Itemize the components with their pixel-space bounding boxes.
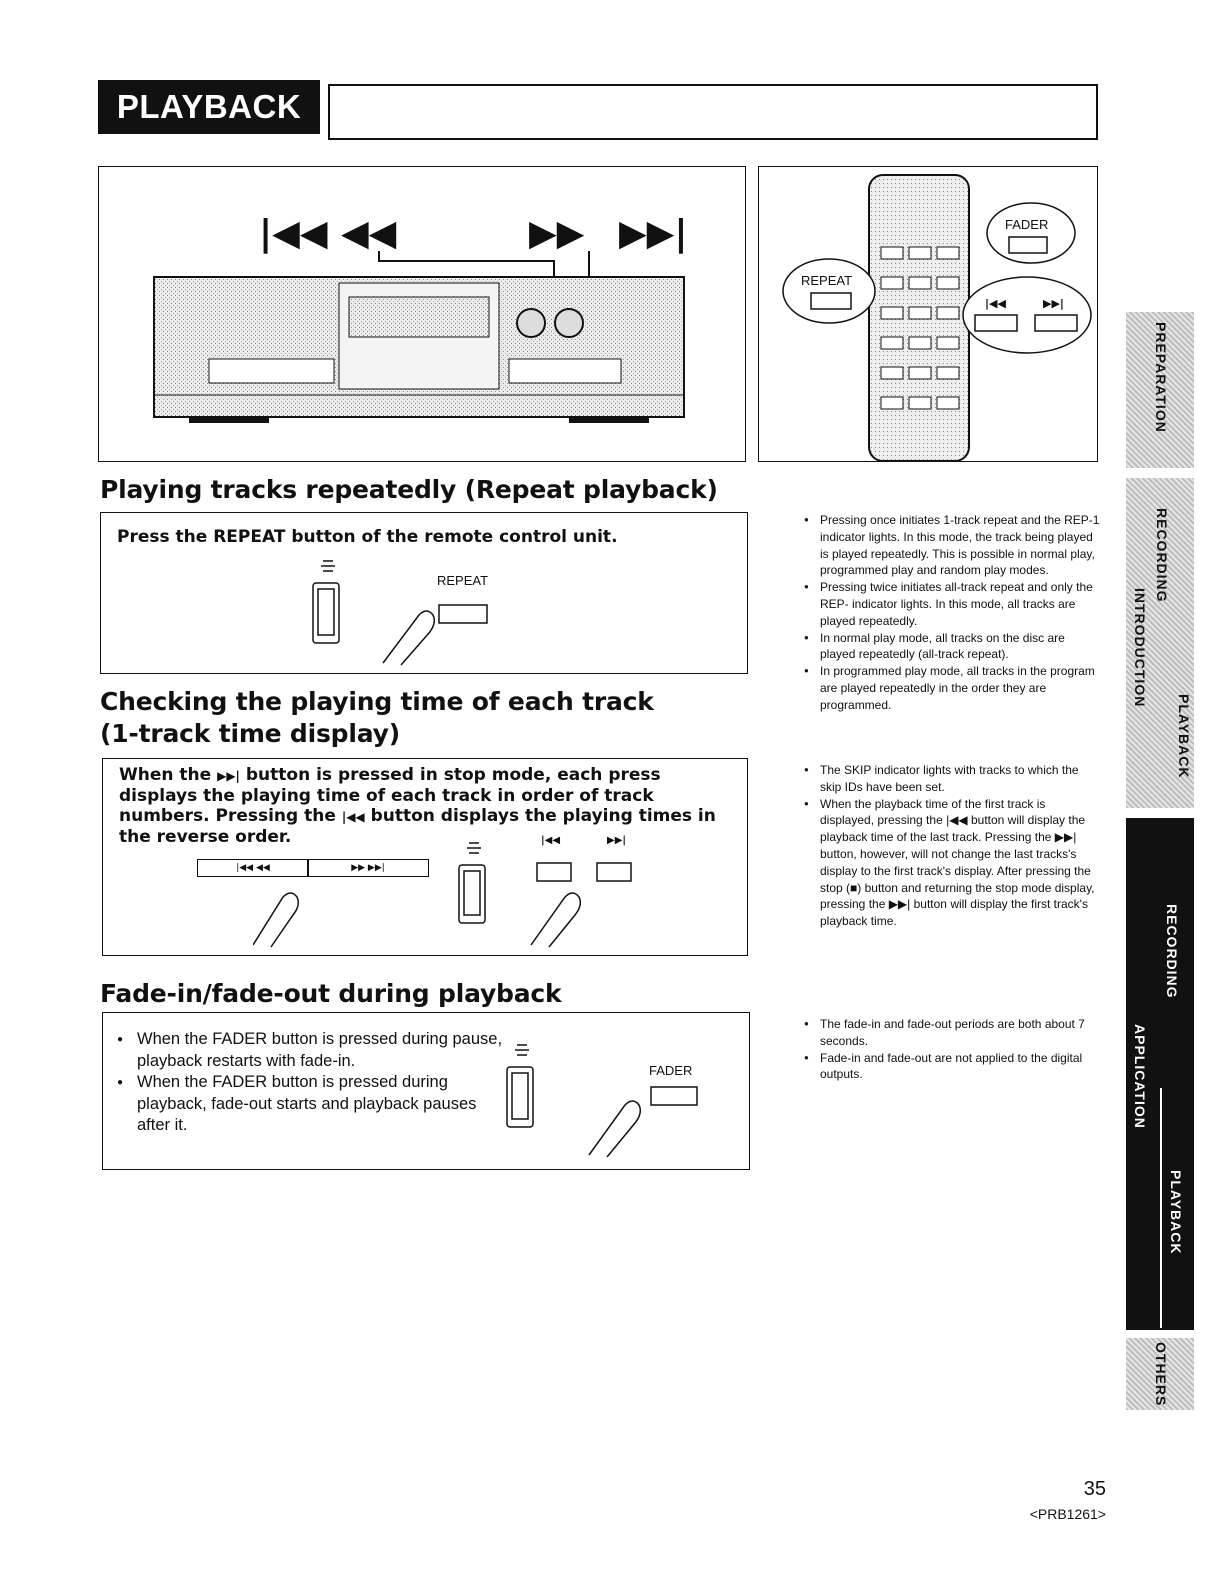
repeat-notes: [804, 512, 1102, 714]
document-code: <PRB1261>: [1029, 1506, 1106, 1522]
tab-introduction-label: INTRODUCTION: [1132, 588, 1148, 708]
forward-symbol: ▶▶: [529, 213, 585, 254]
fade-section-title: Fade-in/fade-out during playback: [100, 979, 562, 1008]
time-notes: [804, 762, 1102, 930]
time-instr-part3: button displays the playing times in the reverse order.: [119, 806, 716, 847]
fade-notes: [804, 1016, 1102, 1083]
fade-item: ● When the FADER button is pressed during pause, playback restarts with fade-in.: [115, 1029, 505, 1072]
time-title-line1: Checking the playing time of each track: [100, 687, 654, 716]
remote-figure: [758, 166, 1098, 462]
tab-application-label: APPLICATION: [1132, 1024, 1148, 1129]
time-note: ● When the playback time of the first track is displayed, pressing the |◀◀ button will display the playback time of the last track. Pressing the ▶▶| button, however, will not change the last tracks's display to the first track's display. After pressing the stop (■) button and returning the stop mode display, pressing the ▶▶| button will display the first track's playback time.: [804, 796, 1102, 930]
time-illustration: [253, 835, 673, 951]
tab-intro-playback-label: PLAYBACK: [1176, 694, 1192, 779]
tab-introduction-group[interactable]: [1126, 478, 1194, 808]
time-title-line2: (1-track time display): [100, 719, 400, 748]
tab-others-label: OTHERS: [1153, 1342, 1169, 1407]
tab-preparation-label: PREPARATION: [1153, 322, 1169, 433]
deck-figure: [98, 166, 746, 462]
header-rule-box: [328, 84, 1098, 140]
unit-fwd-button: ▶▶ ▶▶|: [307, 859, 429, 877]
deck-illustration: [99, 167, 745, 461]
unit-back-button: |◀◀ ◀◀: [197, 859, 309, 877]
repeat-illustration: [301, 553, 541, 669]
fade-item: ● When the FADER button is pressed during playback, fade-out starts and playback pauses after it.: [115, 1072, 505, 1137]
time-instr-part2: button is pressed in stop mode, each press displays the playing time of each track in order of track numbers. Pressing the: [119, 765, 661, 826]
tab-app-playback-label: PLAYBACK: [1168, 1170, 1184, 1255]
page-number: 35: [1083, 1478, 1106, 1500]
fade-note: ● Fade-in and fade-out are not applied to the digital outputs.: [804, 1050, 1102, 1084]
tab-divider: [1160, 1088, 1162, 1328]
repeat-button-label: REPEAT: [437, 573, 489, 588]
remote-skip-fwd-symbol: ▶▶|: [1043, 297, 1064, 310]
fade-list: [115, 1029, 505, 1137]
skip-fwd-symbol: ▶▶|: [619, 213, 688, 254]
repeat-instruction: Press the REPEAT button of the remote control unit.: [117, 527, 618, 547]
rewind-symbol: ◀◀: [341, 213, 397, 254]
skip-back-symbol: |◀◀: [259, 213, 328, 254]
skip-fwd-inline-icon: ▶▶|: [217, 769, 240, 783]
repeat-note: ● Pressing twice initiates all-track repeat and only the REP- indicator lights. In this mode, all tracks are played repeatedly.: [804, 579, 1102, 629]
fade-instruction-box: [102, 1012, 750, 1170]
remote-skip-back-symbol: |◀◀: [985, 297, 1006, 310]
section-tag: PLAYBACK: [98, 80, 320, 134]
repeat-section-title: Playing tracks repeatedly (Repeat playback): [100, 475, 718, 504]
fade-note: ● The fade-in and fade-out periods are both about 7 seconds.: [804, 1016, 1102, 1050]
repeat-note: ● In normal play mode, all tracks on the disc are played repeatedly (all-track repeat).: [804, 630, 1102, 664]
time-instr-part1: When the: [119, 765, 212, 785]
remote-fader-label: FADER: [1005, 217, 1049, 232]
remote-repeat-label: REPEAT: [801, 273, 853, 288]
remote-fwd-label: ▶▶|: [607, 835, 627, 846]
tab-app-recording-label: RECORDING: [1164, 904, 1180, 999]
tab-preparation[interactable]: [1126, 312, 1194, 468]
fader-button-label: FADER: [649, 1063, 693, 1078]
fade-illustration: [493, 1037, 733, 1163]
time-note: ● The SKIP indicator lights with tracks to which the skip IDs have been set.: [804, 762, 1102, 796]
time-instruction-box: [102, 758, 748, 956]
remote-illustration: [759, 167, 1097, 461]
time-section-title: [100, 686, 740, 750]
repeat-note: ● In programmed play mode, all tracks in the program are played repeatedly in the order they are programmed.: [804, 663, 1102, 713]
tab-intro-recording-label: RECORDING: [1154, 508, 1170, 603]
skip-back-inline-icon: |◀◀: [341, 810, 365, 824]
repeat-note: ● Pressing once initiates 1-track repeat and the REP-1 indicator lights. In this mode, the track being played is played repeatedly. This is possible in normal play, programmed play and random play modes.: [804, 512, 1102, 579]
tab-others[interactable]: [1126, 1338, 1194, 1410]
repeat-instruction-box: [100, 512, 748, 674]
tab-application-group[interactable]: [1126, 818, 1194, 1330]
remote-back-label: |◀◀: [541, 835, 561, 846]
